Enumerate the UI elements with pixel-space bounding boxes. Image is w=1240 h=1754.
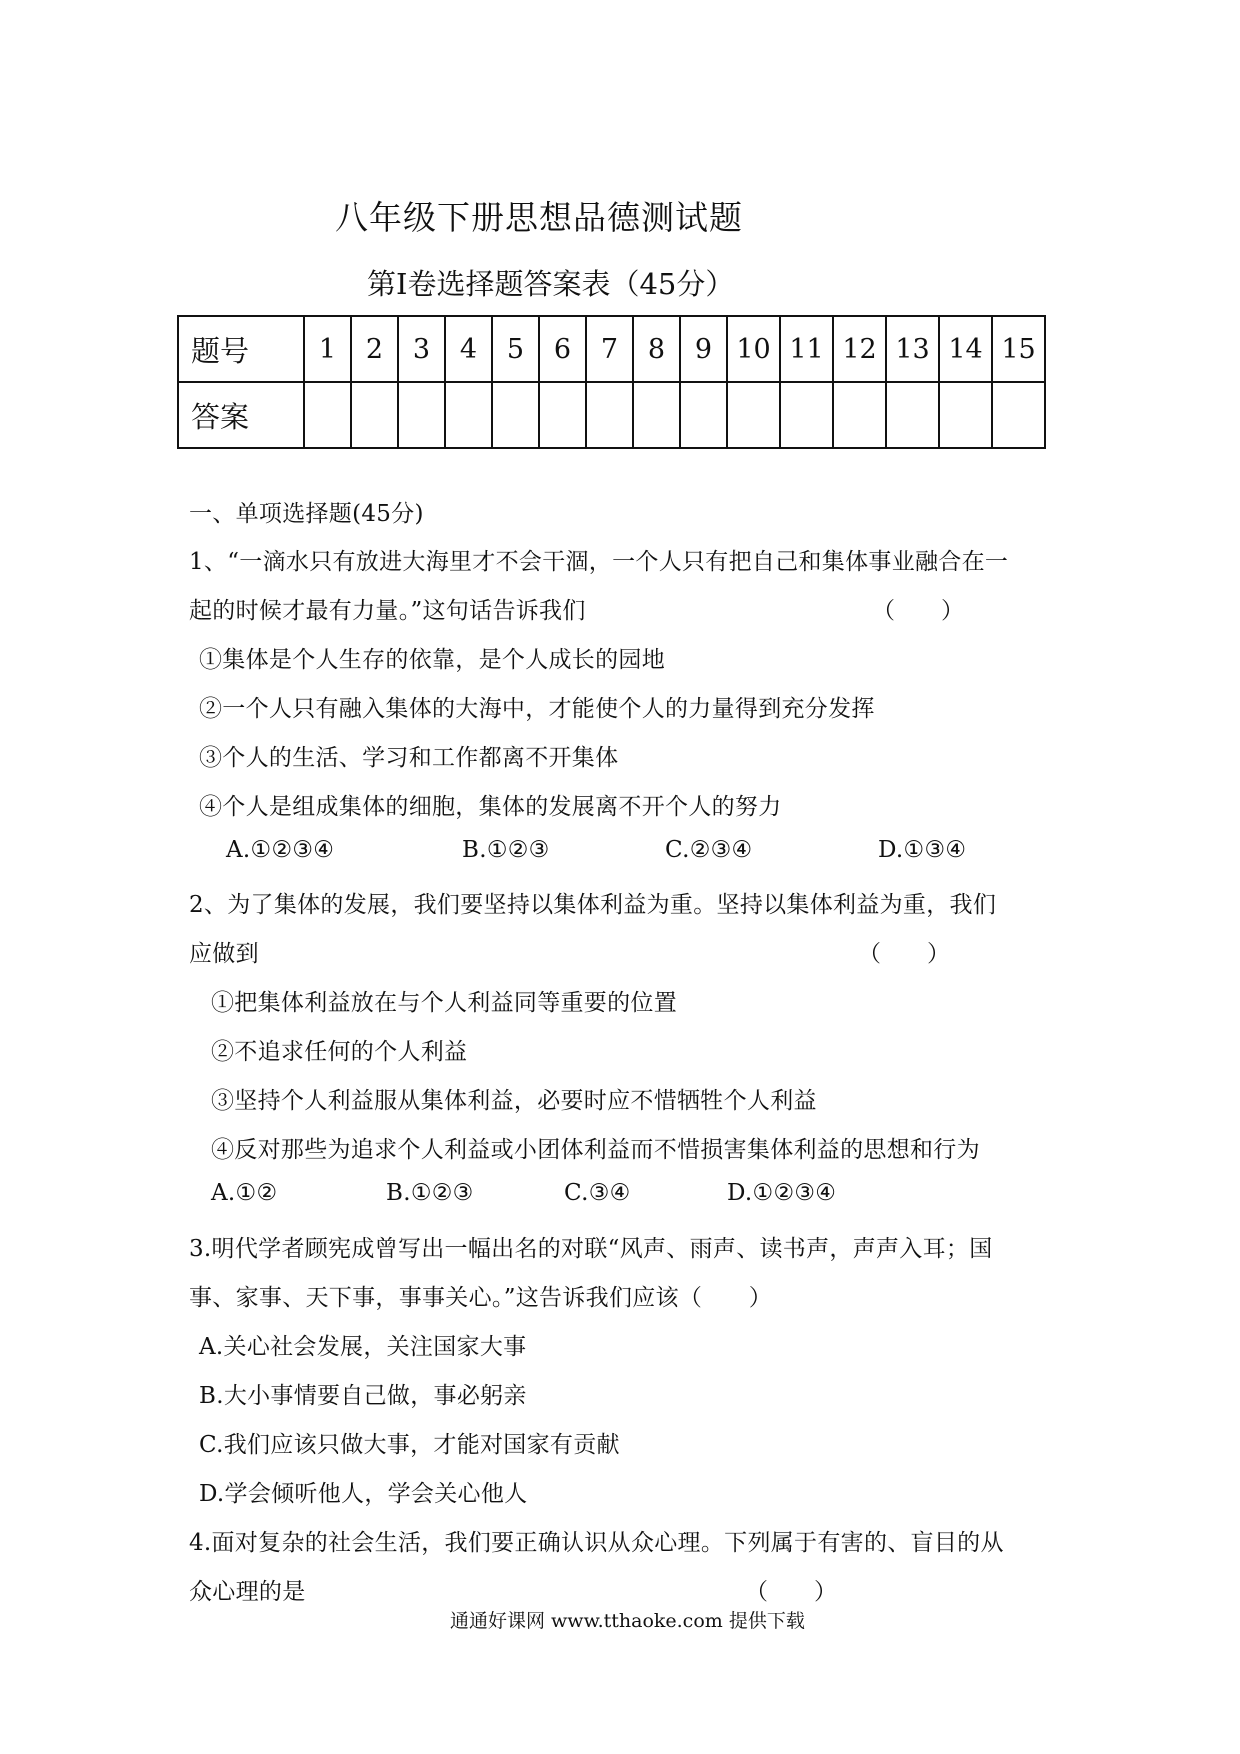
question-number-cell: 15 <box>992 316 1045 382</box>
question-number-cell: 3 <box>398 316 445 382</box>
q3-option-d: D.学会倾听他人，学会关心他人 <box>199 1481 528 1507</box>
q3-stem-line2: 事、家事、天下事，事事关心。”这告诉我们应该（ ） <box>189 1285 773 1311</box>
q1-stem-line2: 起的时候才最有力量。”这句话告诉我们 <box>189 598 586 624</box>
answer-cell[interactable] <box>727 382 780 448</box>
answer-cell[interactable] <box>445 382 492 448</box>
q1-choice-c: C.②③④ <box>665 837 753 863</box>
q2-choice-d: D.①②③④ <box>727 1180 837 1206</box>
question-number-cell: 13 <box>886 316 939 382</box>
answer-cell[interactable] <box>680 382 727 448</box>
q1-option-2: ②一个人只有融入集体的大海中，才能使个人的力量得到充分发挥 <box>199 696 875 722</box>
answer-cell[interactable] <box>780 382 833 448</box>
answer-cell[interactable] <box>939 382 992 448</box>
question-number-cell: 5 <box>492 316 539 382</box>
answer-cell[interactable] <box>304 382 351 448</box>
question-number-cell: 12 <box>833 316 886 382</box>
q2-option-3: ③坚持个人利益服从集体利益，必要时应不惜牺牲个人利益 <box>211 1088 817 1114</box>
q2-choice-c: C.③④ <box>564 1180 631 1206</box>
q1-option-1: ①集体是个人生存的依靠，是个人成长的园地 <box>199 647 665 673</box>
question-number-cell: 11 <box>780 316 833 382</box>
q2-choice-b: B.①②③ <box>386 1180 474 1206</box>
q2-stem-line1: 2、为了集体的发展，我们要坚持以集体利益为重。坚持以集体利益为重，我们 <box>189 892 997 918</box>
q1-option-3: ③个人的生活、学习和工作都离不开集体 <box>199 745 619 771</box>
answer-header: 答案 <box>178 382 304 448</box>
q4-stem-line1: 4.面对复杂的社会生活，我们要正确认识从众心理。下列属于有害的、盲目的从 <box>189 1530 1004 1556</box>
question-number-cell: 1 <box>304 316 351 382</box>
q4-stem-line2: 众心理的是 <box>189 1579 306 1605</box>
question-number-cell: 6 <box>539 316 586 382</box>
answer-cell[interactable] <box>833 382 886 448</box>
question-number-cell: 14 <box>939 316 992 382</box>
answer-cell[interactable] <box>633 382 680 448</box>
question-number-cell: 10 <box>727 316 780 382</box>
question-number-cell: 4 <box>445 316 492 382</box>
q1-choice-b: B.①②③ <box>462 837 550 863</box>
q2-choice-a: A.①② <box>211 1180 278 1206</box>
answer-table <box>177 315 1046 449</box>
q1-choice-d: D.①③④ <box>878 837 967 863</box>
answer-cell[interactable] <box>886 382 939 448</box>
section-heading: 一、单项选择题(45分) <box>189 501 424 527</box>
q2-option-4: ④反对那些为追求个人利益或小团体利益而不惜损害集体利益的思想和行为 <box>211 1137 980 1163</box>
q2-stem-line2: 应做到 <box>189 941 259 967</box>
question-number-cell: 7 <box>586 316 633 382</box>
q1-answer-blank: （ ） <box>872 598 964 624</box>
answer-cell[interactable] <box>992 382 1045 448</box>
answer-cell[interactable] <box>398 382 445 448</box>
q2-option-2: ②不追求任何的个人利益 <box>211 1039 468 1065</box>
q3-option-a: A.关心社会发展，关注国家大事 <box>199 1334 527 1360</box>
answer-table-number-row <box>178 316 1045 382</box>
q1-choice-a: A.①②③④ <box>226 837 335 863</box>
answer-table-caption: 第Ⅰ卷选择题答案表（45分） <box>367 267 735 301</box>
question-number-cell: 8 <box>633 316 680 382</box>
question-number-header: 题号 <box>178 316 304 382</box>
question-number-cell: 9 <box>680 316 727 382</box>
question-number-cell: 2 <box>351 316 398 382</box>
answer-cell[interactable] <box>492 382 539 448</box>
q2-answer-blank: （ ） <box>858 941 950 967</box>
q4-answer-blank: （ ） <box>745 1579 837 1605</box>
page-title: 八年级下册思想品德测试题 <box>335 198 743 237</box>
q3-option-c: C.我们应该只做大事，才能对国家有贡献 <box>199 1432 620 1458</box>
page-footer: 通通好课网 www.tthaoke.com 提供下载 <box>450 1610 805 1632</box>
q1-option-4: ④个人是组成集体的细胞，集体的发展离不开个人的努力 <box>199 794 782 820</box>
answer-cell[interactable] <box>539 382 586 448</box>
answer-cell[interactable] <box>351 382 398 448</box>
q3-option-b: B.大小事情要自己做，事必躬亲 <box>199 1383 527 1409</box>
answer-cell[interactable] <box>586 382 633 448</box>
q2-option-1: ①把集体利益放在与个人利益同等重要的位置 <box>211 990 677 1016</box>
q1-stem-line1: 1、“一滴水只有放进大海里才不会干涸，一个人只有把自己和集体事业融合在一 <box>189 549 1009 575</box>
answer-table-answer-row <box>178 382 1045 448</box>
q3-stem-line1: 3.明代学者顾宪成曾写出一幅出名的对联“风声、雨声、读书声，声声入耳；国 <box>189 1236 993 1262</box>
